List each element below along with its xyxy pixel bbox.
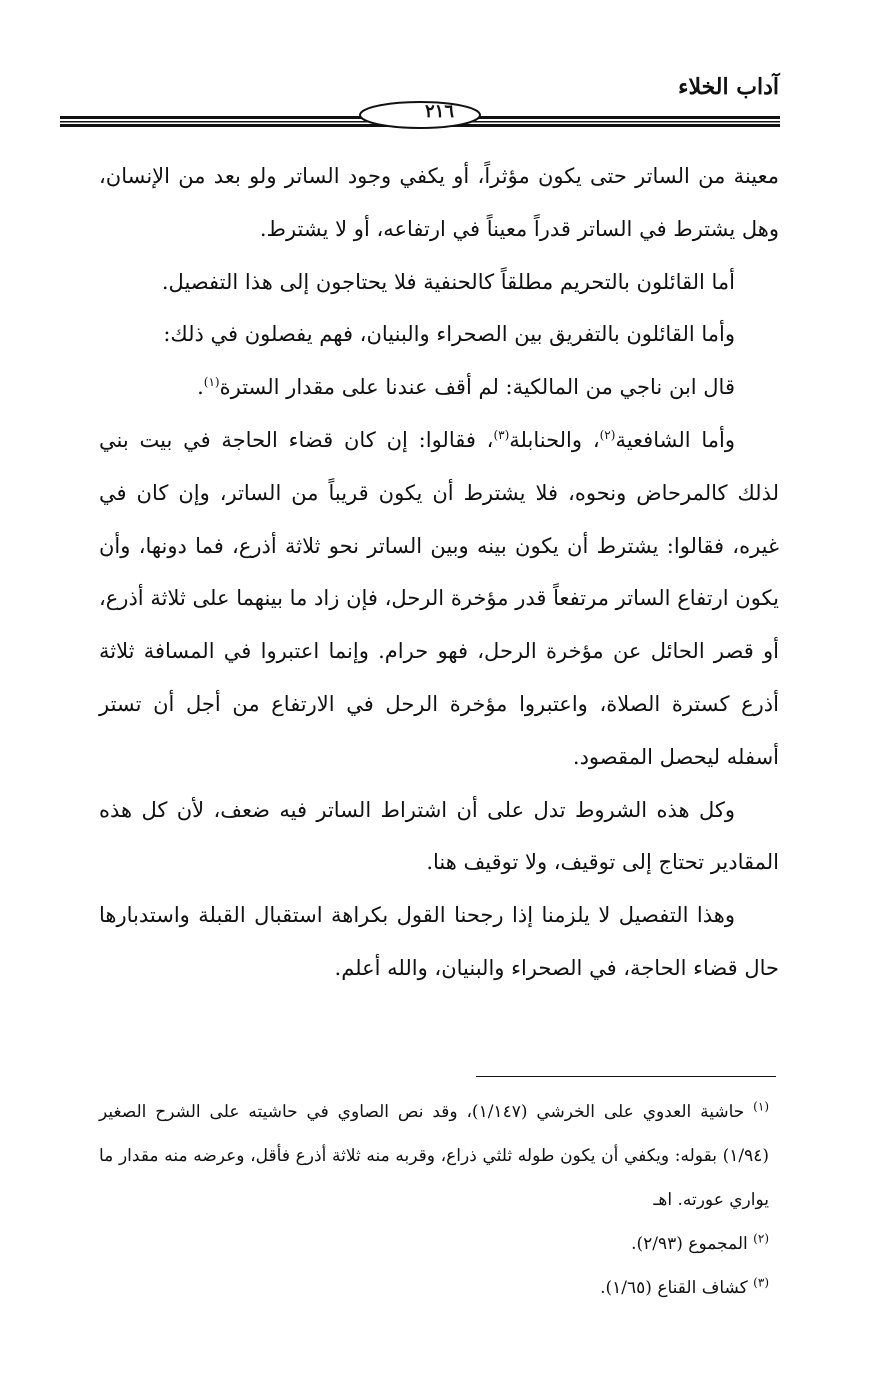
footnote-2 (99, 1222, 779, 1266)
paragraph-2: أما القائلون بالتحريم مطلقاً كالحنفية فلا يحتاجون إلى هذا التفصيل. (161, 269, 735, 294)
paragraph-4-text: قال ابن ناجي من المالكية: لم أقف عندنا على مقدار السترة (219, 375, 735, 400)
footnote-1-marker: (١) (753, 1099, 769, 1114)
footnote-ref-3[interactable]: (٣) (493, 427, 510, 442)
footnote-2-marker: (٢) (753, 1231, 769, 1246)
paragraph-1: معينة من الساتر حتى يكون مؤثراً، أو يكفي وجود الساتر ولو بعد من الإنسان، وهل يشترط في الساتر قدراً معيناً في ارتفاعه، أو لا يشترط. (99, 164, 779, 241)
paragraph-3: وأما القائلون بالتفريق بين الصحراء والبنيان، فهم يفصلون في ذلك: (163, 322, 735, 347)
footnote-3-marker: (٣) (753, 1275, 769, 1290)
footnote-ref-1[interactable]: (١) (203, 375, 220, 390)
footnotes (99, 1090, 779, 1310)
paragraph-4-end: . (197, 375, 204, 400)
footnote-3 (99, 1266, 779, 1310)
footnote-ref-2[interactable]: (٢) (599, 427, 616, 442)
main-body (99, 150, 779, 995)
footnote-1-text: حاشية العدوي على الخرشي (١/١٤٧)، وقد نص الصاوي في حاشيته على الشرح الصغير (١/٩٤) بقوله: ويكفي أن يكون طوله ثلثي ذراع، وقربه منه ثلاثة أذرع فأقل، وعرضه منه مقدار ما يواري عورته. اهـ (99, 1102, 769, 1210)
footnote-1 (99, 1090, 779, 1222)
paragraph-6: وكل هذه الشروط تدل على أن اشتراط الساتر فيه ضعف، لأن كل هذه المقادير تحتاج إلى توقيف، ولا توقيف هنا. (99, 797, 779, 875)
paragraph-5 (99, 414, 779, 784)
paragraph-5-a: وأما الشافعية (615, 427, 735, 452)
paragraph-5-c: ، فقالوا: إن كان قضاء الحاجة في بيت بني لذلك كالمرحاض ونحوه، فلا يشترط أن يكون قريباً من الساتر، وإن كان في غيره، فقالوا: يشترط أن يكون بينه وبين الساتر نحو ثلاثة أذرع، فما دونها، وأن يكون ارتفاع الساتر مرتفعاً قدر مؤخرة الرحل، فإن زاد ما بينهما على ثلاثة أذرع، أو قصر الحائل عن مؤخرة الرحل، فهو حرام. وإنما اعتبروا في المسافة ثلاثة أذرع كسترة الصلاة، واعتبروا مؤخرة الرحل في الارتفاع من أجل أن تستر أسفله ليحصل المقصود. (99, 427, 779, 769)
footnote-separator (476, 1076, 776, 1077)
running-title: آداب الخلاء (678, 74, 779, 100)
footnote-2-text: المجموع (٢/٩٣). (631, 1234, 748, 1254)
paragraph-5-b: ، والحنابلة (509, 427, 600, 452)
footnote-3-text: كشاف القناع (١/٦٥). (600, 1278, 748, 1298)
page-number: ٢١٦ (424, 101, 454, 122)
paragraph-7: وهذا التفصيل لا يلزمنا إذا رجحنا القول بكراهة استقبال القبلة واستدبارها حال قضاء الحاجة، في الصحراء والبنيان، والله أعلم. (99, 903, 779, 980)
paragraph-4 (99, 361, 779, 414)
